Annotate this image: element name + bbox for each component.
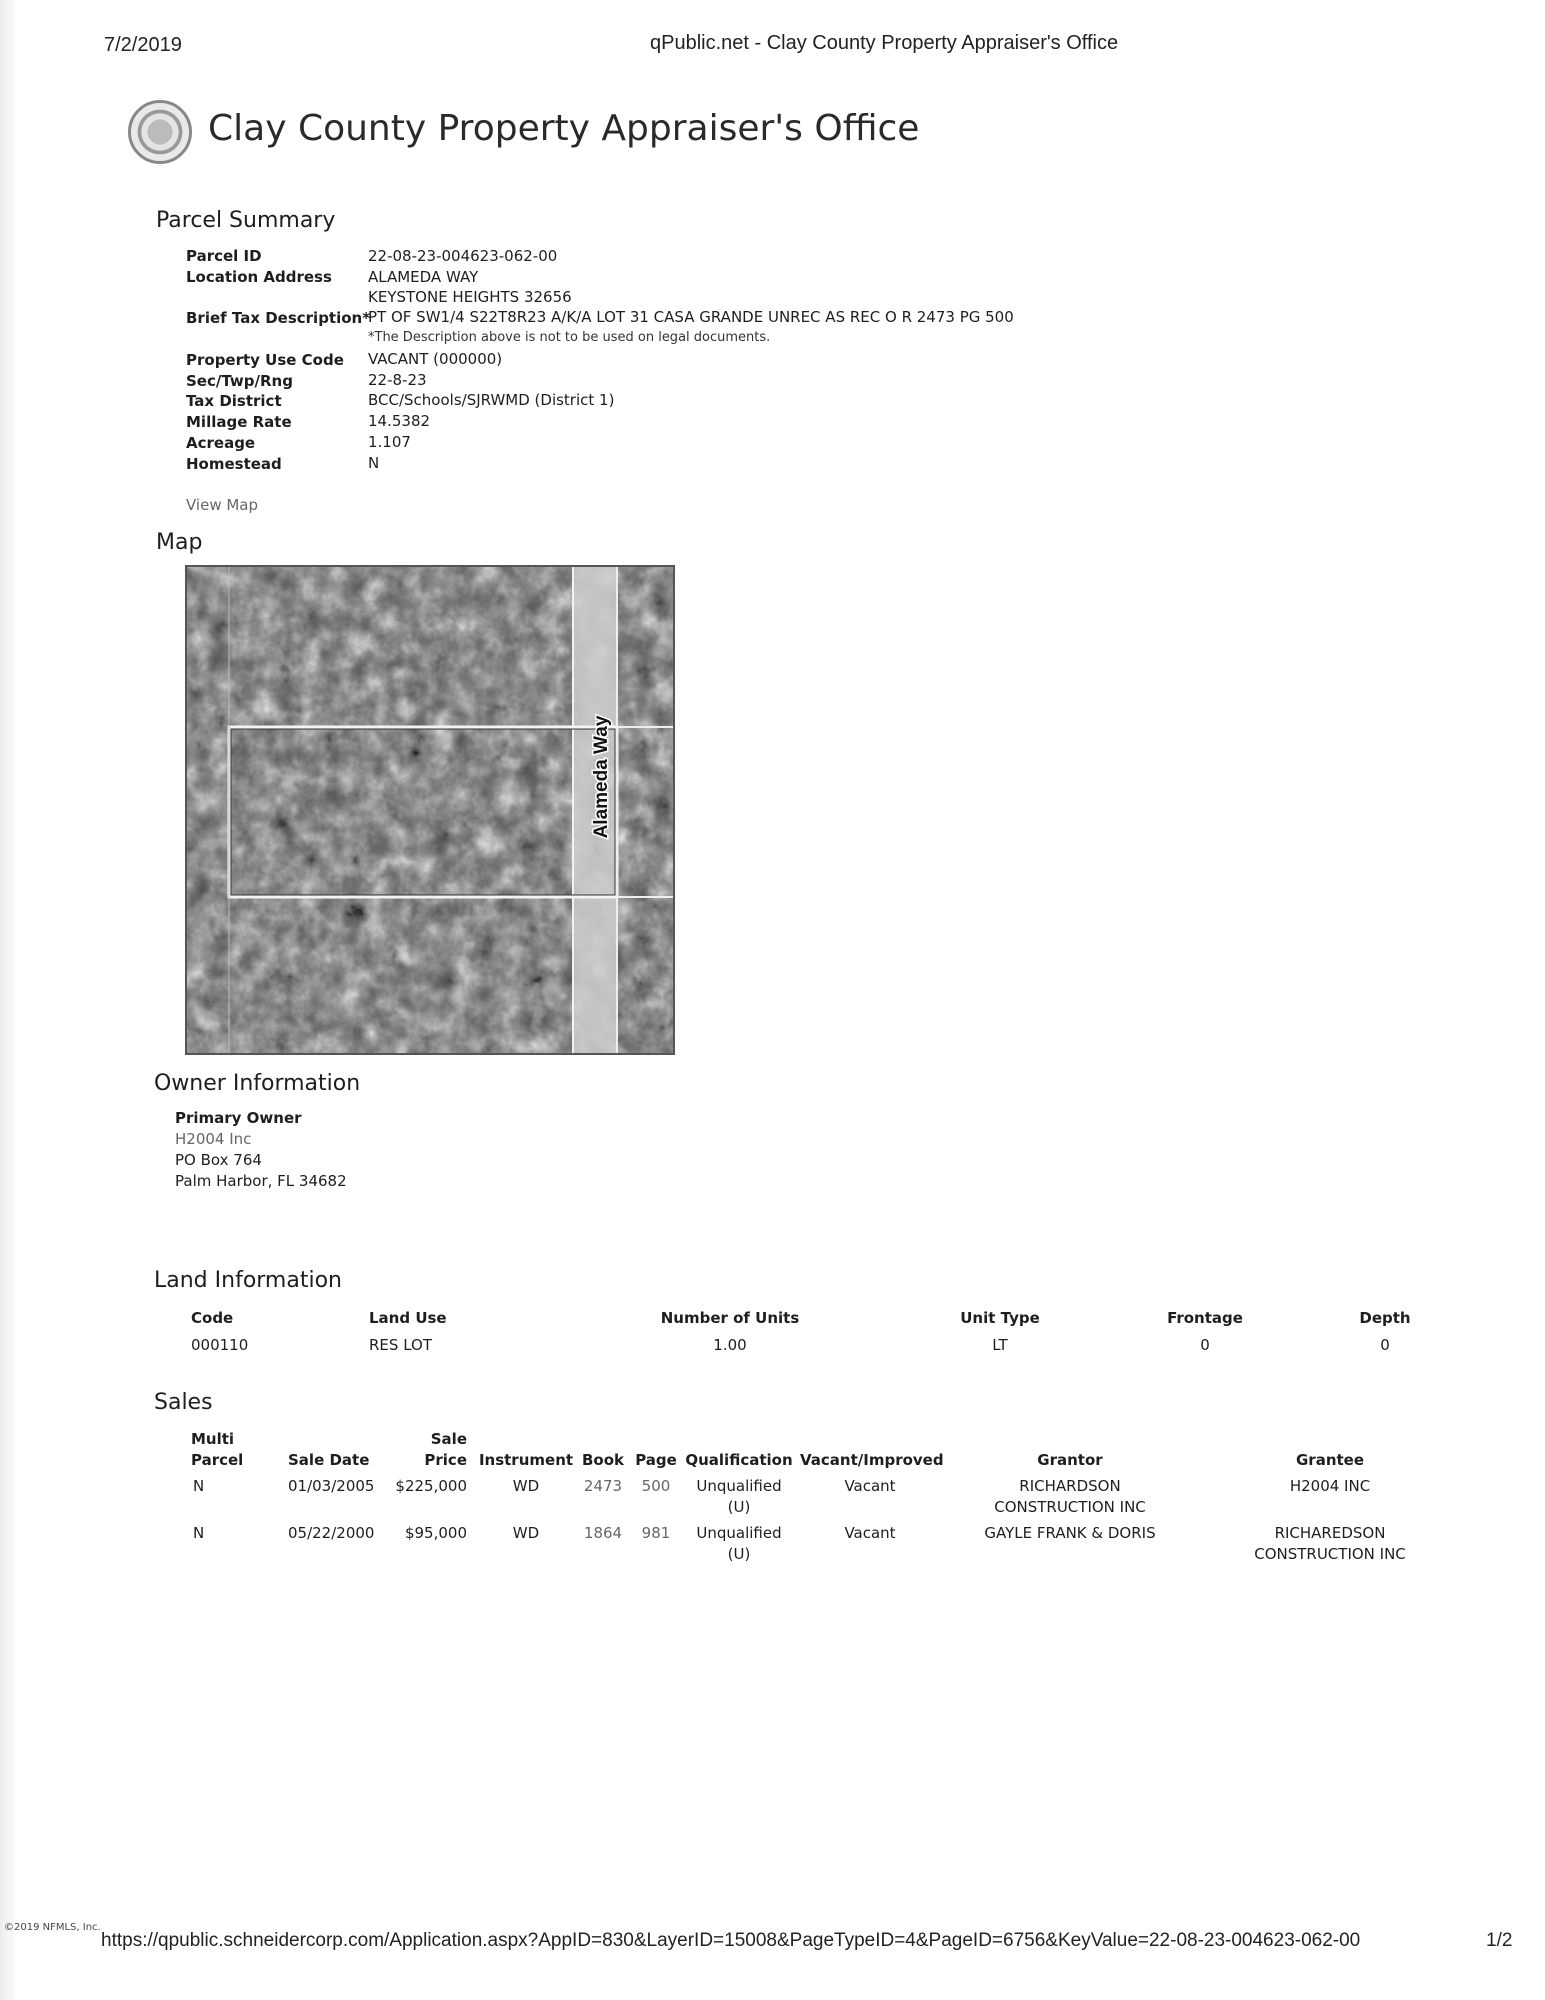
sales-cell: Unqualified: [696, 1477, 782, 1495]
sales-cell: (U): [727, 1498, 751, 1516]
field-value: ALAMEDA WAY: [368, 268, 479, 286]
field-value: KEYSTONE HEIGHTS 32656: [368, 288, 572, 306]
land-col-depth: Depth: [1359, 1309, 1411, 1327]
view-map-link[interactable]: View Map: [186, 496, 259, 514]
land-cell: RES LOT: [369, 1336, 432, 1354]
sales-cell: $95,000: [404, 1524, 467, 1542]
primary-owner-label: Primary Owner: [175, 1109, 302, 1127]
sales-col-price: Sale: [430, 1430, 467, 1448]
print-url: https://qpublic.schneidercorp.com/Application.aspx?AppID=830&LayerID=15008&PageTypeID=4&PageID=6756&KeyValue=22-08-23-004623-062-00: [101, 1930, 1361, 1951]
sales-cell: 500: [641, 1477, 671, 1495]
sales-cell: Vacant: [844, 1477, 896, 1495]
field-value: 22-8-23: [368, 371, 427, 389]
field-label: Sec/Twp/Rng: [186, 372, 293, 390]
sales-cell: H2004 INC: [1289, 1477, 1371, 1495]
field-value: BCC/Schools/SJRWMD (District 1): [368, 391, 615, 409]
sales-cell: WD: [512, 1524, 540, 1542]
sales-cell: CONSTRUCTION INC: [994, 1498, 1146, 1516]
land-cell: 000110: [191, 1336, 249, 1354]
sales-cell: N: [193, 1477, 205, 1495]
sales-heading: Sales: [154, 1390, 213, 1415]
sales-cell: $225,000: [395, 1477, 467, 1495]
field-label: Brief Tax Description*: [186, 309, 371, 327]
sales-col-instrument: Instrument: [478, 1451, 574, 1469]
sales-cell: Unqualified: [696, 1524, 782, 1542]
sales-cell: RICHARDSON: [1019, 1477, 1121, 1495]
owner-address-line: PO Box 764: [175, 1151, 262, 1169]
sales-col-multi: Multi: [191, 1430, 235, 1448]
sales-cell: CONSTRUCTION INC: [1254, 1545, 1406, 1563]
print-page-title: qPublic.net - Clay County Property Appraiser's Office: [650, 32, 1119, 54]
map-heading: Map: [156, 530, 203, 555]
field-label: Tax District: [186, 392, 282, 410]
land-cell: LT: [992, 1336, 1008, 1354]
sales-col-grantee: Grantee: [1295, 1451, 1365, 1469]
mls-watermark: ©2019 NFMLS, Inc.: [4, 1922, 101, 1933]
sales-col-book: Book: [581, 1451, 625, 1469]
land-col-frontage: Frontage: [1167, 1309, 1243, 1327]
land-cell: 1.00: [713, 1336, 747, 1354]
field-value: N: [368, 454, 380, 472]
sales-cell: (U): [727, 1545, 751, 1563]
print-date: 7/2/2019: [104, 34, 182, 56]
land-heading: Land Information: [154, 1268, 342, 1293]
sales-cell: 981: [641, 1524, 671, 1542]
sales-cell: 01/03/2005: [288, 1477, 375, 1495]
field-value: VACANT (000000): [368, 350, 503, 368]
print-page-number: 1/2: [1486, 1930, 1513, 1951]
sales-col-grantor: Grantor: [1037, 1451, 1103, 1469]
land-col-units: Number of Units: [660, 1309, 800, 1327]
sales-cell: Vacant: [844, 1524, 896, 1542]
sales-col-multi: Parcel: [191, 1451, 244, 1469]
field-label: Millage Rate: [186, 413, 292, 431]
road-label: Alameda Way: [591, 715, 612, 839]
parcel-map[interactable]: [185, 565, 675, 1055]
land-cell: 0: [1200, 1336, 1210, 1354]
sales-cell: N: [193, 1524, 205, 1542]
owner-address-line: Palm Harbor, FL 34682: [175, 1172, 347, 1190]
scan-edge: [0, 0, 14, 2000]
field-label: Property Use Code: [186, 351, 344, 369]
county-seal-icon: [128, 100, 192, 164]
owner-name: H2004 Inc: [175, 1130, 252, 1148]
field-value: 14.5382: [368, 412, 431, 430]
field-label: Homestead: [186, 455, 282, 473]
field-label: Location Address: [186, 268, 332, 286]
field-value: 22-08-23-004623-062-00: [368, 247, 558, 265]
owner-heading: Owner Information: [154, 1071, 361, 1096]
land-col-land-use: Land Use: [369, 1309, 447, 1327]
sales-cell: 1864: [583, 1524, 623, 1542]
sales-cell: WD: [512, 1477, 540, 1495]
sales-col-page: Page: [635, 1451, 677, 1469]
sales-cell: 2473: [583, 1477, 623, 1495]
land-cell: 0: [1380, 1336, 1390, 1354]
legal-disclaimer: *The Description above is not to be used on legal documents.: [368, 330, 771, 345]
sales-col-date: Sale Date: [288, 1451, 370, 1469]
field-value: 1.107: [368, 433, 411, 451]
aerial-map-image: [187, 567, 673, 1053]
field-value: PT OF SW1/4 S22T8R23 A/K/A LOT 31 CASA GRANDE UNREC AS REC O R 2473 PG 500: [368, 308, 1014, 326]
land-col-unit-type: Unit Type: [960, 1309, 1040, 1327]
sales-col-vacant: Vacant/Improved: [800, 1451, 944, 1469]
field-label: Parcel ID: [186, 247, 262, 265]
sales-cell: GAYLE FRANK & DORIS: [984, 1524, 1156, 1542]
sales-cell: 05/22/2000: [288, 1524, 375, 1542]
land-col-code: Code: [191, 1309, 234, 1327]
parcel-summary-heading: Parcel Summary: [156, 208, 336, 233]
office-title: Clay County Property Appraiser's Office: [208, 108, 920, 149]
sales-col-price: Price: [424, 1451, 467, 1469]
sales-cell: RICHAREDSON: [1274, 1524, 1386, 1542]
sales-col-qualification: Qualification: [685, 1451, 793, 1469]
field-label: Acreage: [186, 434, 256, 452]
